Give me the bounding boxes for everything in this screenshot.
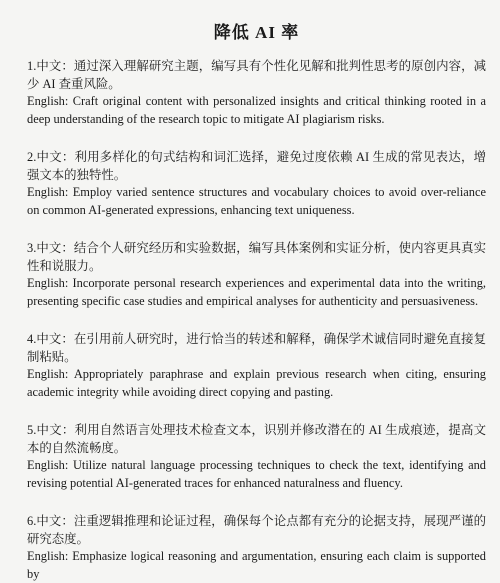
- chinese-text: 3.中文：结合个人研究经历和实验数据，编写具体案例和实证分析，使内容更具真实性和说服力。: [27, 241, 486, 273]
- english-text: English: Emphasize logical reasoning and argumentation, ensuring each claim is supported by: [27, 549, 486, 581]
- list-item-1: [27, 58, 486, 128]
- list-item-3: [27, 240, 486, 310]
- english-text: English: Craft original content with personalized insights and critical thinking rooted in a deep understanding of the research topic to mitigate AI plagiarism risks.: [27, 94, 486, 126]
- chinese-text: 2.中文：利用多样化的句式结构和词汇选择，避免过度依赖 AI 生成的常见表达，增强文本的独特性。: [27, 150, 486, 182]
- english-text: English: Utilize natural language processing techniques to check the text, identifying and revising potential AI-generated traces for enhanced naturalness and fluency.: [27, 458, 486, 490]
- chinese-text: 5.中文：利用自然语言处理技术检查文本，识别并修改潜在的 AI 生成痕迹，提高文本的自然流畅度。: [27, 423, 486, 455]
- list-item-4: [27, 331, 486, 401]
- english-text: English: Appropriately paraphrase and explain previous research when citing, ensuring academic integrity while avoiding direct copying and pasting.: [27, 367, 486, 399]
- document-title: 降低 AI 率: [213, 23, 300, 42]
- english-text: English: Incorporate personal research experiences and experimental data into the writing, presenting specific case studies and empirical analyses for authenticity and persuasiveness.: [27, 276, 486, 308]
- chinese-text: 4.中文：在引用前人研究时，进行恰当的转述和解释，确保学术诚信同时避免直接复制粘贴。: [27, 332, 486, 364]
- chinese-text: 6.中文：注重逻辑推理和论证过程，确保每个论点都有充分的论据支持，展现严谨的研究态度。: [27, 514, 486, 546]
- list-item-6: [27, 513, 486, 583]
- chinese-text: 1.中文：通过深入理解研究主题，编写具有个性化见解和批判性思考的原创内容，减少 AI 查重风险。: [27, 59, 486, 91]
- list-item-5: [27, 422, 486, 492]
- english-text: English: Employ varied sentence structures and vocabulary choices to avoid over-reliance on common AI-generated expressions, enhancing text uniqueness.: [27, 185, 486, 217]
- list-item-2: [27, 149, 486, 219]
